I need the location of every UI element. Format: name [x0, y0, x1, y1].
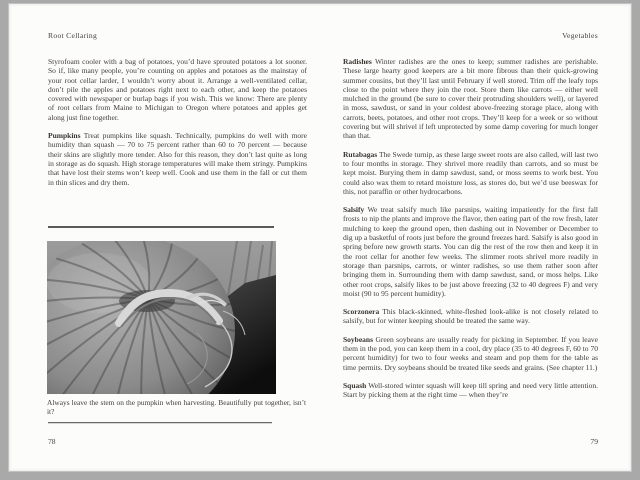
- salsify-term: Salsify: [343, 205, 365, 215]
- intro-paragraph: [48, 57, 307, 122]
- salsify-text: We treat salsify much like parsnips, waiting impatiently for the first fall frosts to nip the plants and improve the flavor, then eating part of the row fresh, later mulching to keep the ground open, then dashing out in November or December to dig up a basketful of roots just before the ground freezes hard. Salsify is also good in spring before new growth starts. You can dig the rest of the row then and keep it in the root cellar for another few weeks. The slimmer roots shrivel more readily in storage than parsnips, carrots, or winter radishes, so use them rather soon after bringing them in. Surrounding them with damp sawdust, sand, or moss helps. Like other root crops, salsify likes to be just above freezing (32 to 40 degrees F) and very moist (90 to 95 percent humidity).: [343, 205, 598, 298]
- radishes-term: Radishes: [343, 57, 372, 66]
- pumpkins-text: Treat pumpkins like squash. Technically, pumpkins do well with more humidity than squash — 70 to 75 percent rather than 60 to 70 percent — because their skins are slightly more tender. Also for this reason, they don’t last quite as long in storage as do squash. High storage temperatures will make them stringy. Pumpkins that have lost their stems won’t keep well. Cook and use them in the fall or cut them in thin slices and dry them.: [48, 131, 307, 187]
- pumpkin-figure: [47, 226, 307, 424]
- running-head-left: Root Cellaring: [48, 31, 98, 40]
- page-number-right: 79: [590, 437, 598, 446]
- soybeans-term: Soybeans: [343, 334, 374, 344]
- radishes-paragraph: [343, 57, 598, 141]
- figure-bottom-rule: [48, 422, 272, 424]
- figure-top-rule: [48, 226, 274, 228]
- rutabagas-text: The Swede turnip, as these large sweet roots are also called, will last two to four months in storage. They shrivel more readily than carrots, and so must be kept moist. Burying them in damp sawdust, sand, or moss seems to work best. You could also wax them to retard moisture loss, as stores do, but we’d use beeswax for this, not paraffin or other hydrocarbons.: [343, 149, 598, 196]
- scorzonera-text: This black-skinned, white-fleshed look-alike is not closely related to salsify, but for winter keeping should be treated the same way.: [343, 307, 598, 326]
- pumpkins-paragraph: [48, 131, 307, 187]
- soybeans-paragraph: [343, 335, 598, 372]
- scorzonera-term: Scorzonera: [343, 307, 380, 317]
- photo-caption: Always leave the stem on the pumpkin when harvesting. Beautifully put together, isn’t it?: [47, 398, 306, 416]
- pumpkin-photo: [47, 241, 276, 394]
- rutabagas-term: Rutabagas: [343, 149, 378, 159]
- book-spread: [8, 3, 632, 472]
- page-left: [47, 31, 307, 446]
- salsify-paragraph: [343, 205, 598, 298]
- page-number-left: 78: [48, 437, 56, 446]
- page-right: [343, 31, 599, 446]
- soybeans-text: Green soybeans are usually ready for picking in September. If you leave them in the pod, you can keep them in a cool, dry place (35 to 40 degrees F, 60 to 70 percent humidity) for two to four weeks and steam and pop them for the table as time permits. Dry soybeans should be treated like seeds and grains. (See chapter 11.): [343, 334, 599, 372]
- squash-text: Well-stored winter squash will keep till spring and need very little attention. Start by picking them at the right time — when they’re: [343, 380, 598, 400]
- right-body-text: [343, 57, 598, 400]
- radishes-text: Winter radishes are the ones to keep; summer radishes are perishable. These large hearty good keepers are a bit more fibrous than their quick-growing summer cousins, but they’ll last until February if well stored. Trim off the leafy tops close to the point where they join the root. Store them like carrots — either well mulched in the ground (be sure to cover their protruding shoulders well), or layered in moss, sawdust, or sand in your coldest above-freezing storage place, along with carrots, beets, potatoes, and other root crops. They’ll keep for a week or so without covering but will shrivel if left unprotected by some damp covering for much longer than that.: [343, 57, 598, 141]
- pumpkin-photo-illustration: [47, 241, 276, 394]
- pumpkins-term: Pumpkins: [48, 131, 81, 141]
- running-head-right: Vegetables: [562, 31, 598, 40]
- left-body-text: [48, 57, 307, 187]
- squash-paragraph: [343, 381, 598, 400]
- scorzonera-paragraph: [343, 307, 598, 326]
- rutabagas-paragraph: [343, 150, 598, 196]
- squash-term: Squash: [343, 380, 367, 390]
- intro-paragraph-text: Styrofoam cooler with a bag of potatoes, you’d have sprouted potatoes a lot sooner. So if, like many people, you’re counting on apples and potatoes as the mainstay of your root cellar larder, I wouldn’t worry about it. Arrange a well-ventilated cellar, don’t pile the apples and potatoes right next to each other, and keep the potatoes covered with newspaper or burlap bags if you wish. This we know: There are plenty of root cellars from Maine to Michigan to Oregon where potatoes and apples get along just fine together.: [48, 57, 307, 122]
